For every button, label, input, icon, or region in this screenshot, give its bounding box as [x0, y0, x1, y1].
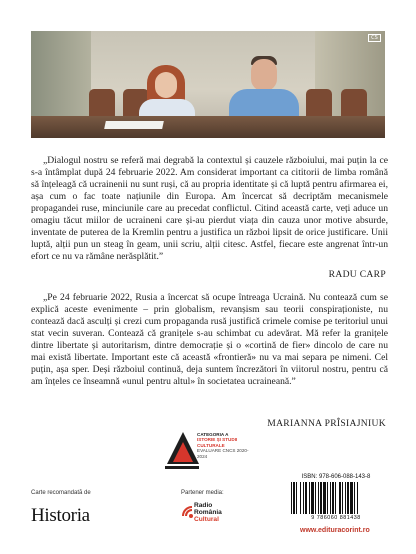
photo-badge: CS — [368, 34, 381, 42]
cover-photo — [31, 31, 385, 138]
barcode-icon — [290, 482, 382, 514]
radio-line: Cultural — [194, 515, 219, 523]
category-badge-text — [197, 432, 257, 459]
photo-paper — [104, 121, 164, 129]
quote-author: MARIANNA PRÎSIAJNIUK — [267, 418, 386, 429]
radio-romania-cultural-logo — [194, 503, 222, 523]
barcode-number: 9 786060 881438 — [311, 515, 361, 521]
category-line: EVALUARE CNCS 2020-2024 — [197, 448, 249, 459]
person-man-face — [251, 59, 277, 91]
isbn-label: ISBN: 978-606-088-143-8 — [301, 474, 371, 480]
photo-table — [31, 116, 385, 138]
recommended-label: Carte recomandată de — [31, 490, 91, 496]
partner-label: Partener media: — [181, 490, 224, 496]
quote-marianna-prisiajniuk: „Pe 24 februarie 2022, Rusia a încercat să ocupe întreaga Ucraină. Nu contează cum se explică aceste evenimente – prin globalism, revanșism sau teorii conspiraționiste, nu contează dacă asculți și crezi cum propaganda rusă justifică crimele comise pe teritoriul unui stat vecin suveran. Contează că granițele s-au schimbat cu adevărat. Mă refer la granițele dintre libertate și autoritarism, dintre democrație și o «cortină de fier» dincolo de care nu mai există libertate. Important este că aceastǎ «frontieră» nu va mai separa pe nimeni. Cel puțin, așa sper. Deși războiul continuă, deja suntem încrezători în viitorul nostru, pentru că am înțeles ce înseamnă «unul pentru altul» în societatea ucraineană.” — [31, 292, 388, 387]
category-line: CATEGORIA A — [197, 432, 229, 437]
radio-line: Radio — [194, 502, 213, 509]
historia-logo: Historia — [31, 505, 90, 526]
radio-line: România — [194, 508, 222, 516]
quote-radu-carp: „Dialogul nostru se referă mai degrabă la contextul și cauzele războiului, mai puțin la ce s-a întâmplat după 24 februarie 2022. Am considerat important ca cititorii de limba română să înțeleagă că ucrainenii nu sunt ruși, că au propria identitate și că luptă pentru afirmarea ei, așa cum o fac toate națiunile din Europa. Am încercat să decriptăm mecanismele propagandei ruse, minciunile care au precedat conflictul. Citind această carte, veți aduce un omagiu tăcut miilor de ucraineni care și-au pierdut viața din cauza unor motive absurde, inventate de puterea de la Kremlin pentru a justifica un război lipsit de orice justificare. Unii luptă, alții pun un steag în geam, unii scriu, alții citesc. Astfel, fiecare este angrenat într-un efort ce nu va rămâne nerăsplătit.” — [31, 155, 388, 262]
category-line: ISTORIE ȘI STUDII CULTURALE — [197, 437, 238, 448]
quote-author: RADU CARP — [328, 269, 386, 280]
person-woman-face — [155, 72, 177, 98]
publisher-website-link[interactable]: www.edituracorint.ro — [300, 527, 370, 534]
